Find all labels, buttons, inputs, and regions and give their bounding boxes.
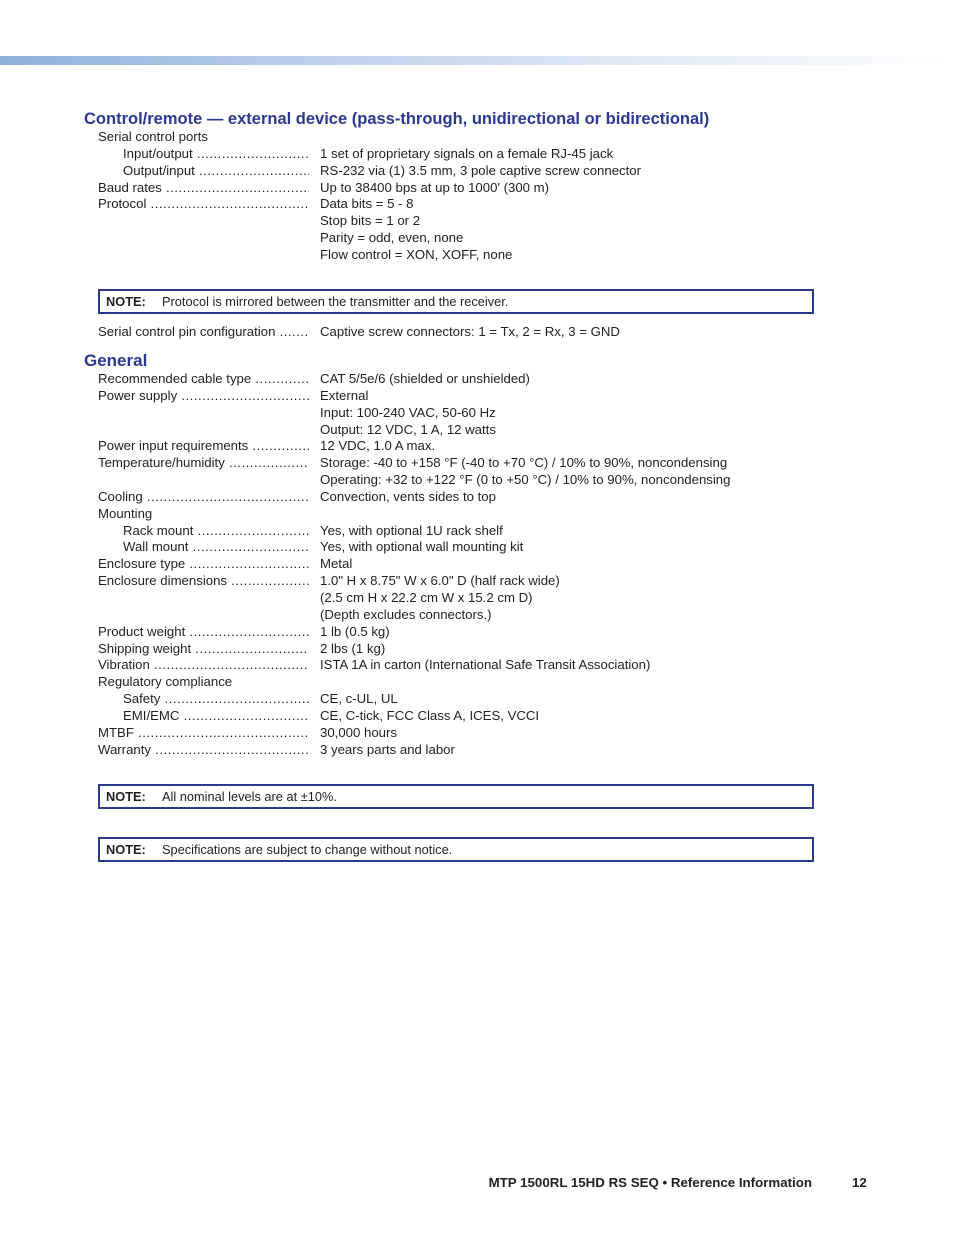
spec-row-continuation [0,405,954,422]
spec-row-mtbf [0,725,954,742]
spec-value: Yes, with optional wall mounting kit [320,539,524,555]
spec-value: Output: 12 VDC, 1 A, 12 watts [320,421,496,437]
note-text: Specifications are subject to change without notice. [162,842,453,857]
spec-label: Shipping weight ..... [98,641,309,658]
spec-value: 1 lb (0.5 kg) [320,623,390,639]
spec-row-enclosure-dimensions [0,573,954,590]
spec-row-regulatory-compliance [0,674,954,691]
spec-row-cooling [0,489,954,506]
spec-row-continuation [0,590,954,607]
spec-row-warranty [0,742,954,759]
spec-row-protocol [0,196,954,213]
spec-row-continuation [0,472,954,489]
spec-value: Yes, with optional 1U rack shelf [320,522,503,538]
spec-label: Power supply ..... [98,388,309,405]
spec-label: MTBF ..... [98,725,309,742]
spec-value: CE, c-UL, UL [320,691,398,707]
spec-row-baud-rates [0,180,954,197]
spec-value: 2 lbs (1 kg) [320,640,386,656]
spec-value: External [320,387,369,403]
spec-label: Wall mount ..... [123,539,309,556]
spec-row-rack-mount [0,523,954,540]
spec-row-power-input [0,438,954,455]
spec-row-mounting [0,506,954,523]
spec-value: (2.5 cm H x 22.2 cm W x 15.2 cm D) [320,589,533,605]
spec-row-enclosure-type [0,556,954,573]
spec-label: Temperature/humidity ..... [98,455,309,472]
spec-value: Parity = odd, even, none [320,230,464,246]
spec-label: Vibration ..... [98,657,309,674]
spec-value: 1.0" H x 8.75" W x 6.0" D (half rack wide) [320,573,560,589]
general-spec-list [0,371,954,758]
spec-value: Data bits = 5 - 8 [320,196,414,212]
spec-label: Power input requirements ..... [98,438,309,455]
page-footer [0,1173,954,1193]
note-label: NOTE: [106,789,146,804]
spec-row-serial-control-ports [0,129,954,146]
pin-config-spec [0,324,954,341]
note-text: All nominal levels are at ±10%. [162,789,337,804]
spec-value: Stop bits = 1 or 2 [320,213,421,229]
spec-value: Storage: -40 to +158 °F (-40 to +70 °C) / 10% to 90%, noncondensing [320,455,728,471]
spec-value: 3 years parts and labor [320,741,455,757]
spec-label: Warranty ..... [98,742,309,759]
spec-label: Enclosure type ..... [98,556,309,573]
spec-row-emi-emc [0,708,954,725]
control-spec-list [0,129,954,264]
spec-label: Output/input ..... [123,163,309,180]
spec-value: (Depth excludes connectors.) [320,606,492,622]
note-label: NOTE: [106,842,146,857]
spec-row-power-supply [0,388,954,405]
page-number: 12 [852,1175,867,1190]
spec-label: Serial control ports [98,129,208,144]
spec-row-output-input [0,163,954,180]
spec-value: Input: 100-240 VAC, 50-60 Hz [320,404,496,420]
spec-value: Metal [320,556,353,572]
section-title-general: General [84,351,148,370]
spec-row-wall-mount [0,539,954,556]
spec-row-continuation [0,422,954,439]
spec-row-temperature-humidity [0,455,954,472]
spec-row-continuation [0,213,954,230]
note-label: NOTE: [106,294,146,309]
spec-label: Regulatory compliance [98,674,233,690]
spec-label: Rack mount ..... [123,523,309,540]
spec-value: CE, C-tick, FCC Class A, ICES, VCCI [320,707,540,723]
spec-value: 30,000 hours [320,724,397,740]
spec-label: EMI/EMC ..... [123,708,309,725]
spec-row-product-weight [0,624,954,641]
spec-value: Captive screw connectors: 1 = Tx, 2 = Rx, 3 = GND [320,324,620,339]
footer-title: MTP 1500RL 15HD RS SEQ • Reference Information [488,1175,812,1190]
spec-label: Recommended cable type ..... [98,371,309,388]
spec-row-continuation [0,247,954,264]
spec-value: Up to 38400 bps at up to 1000' (300 m) [320,179,550,195]
spec-row-input-output [0,146,954,163]
spec-row-continuation [0,230,954,247]
spec-row-continuation [0,607,954,624]
spec-row-pin-configuration [0,324,954,341]
spec-value: Flow control = XON, XOFF, none [320,246,513,262]
note-box-protocol [98,289,814,314]
spec-label: Product weight ..... [98,624,309,641]
spec-value: Convection, vents sides to top [320,488,496,504]
spec-label: Baud rates ..... [98,180,309,197]
spec-label: Cooling ..... [98,489,309,506]
note-box-specifications-change [98,837,814,862]
header-gradient-bar [0,56,954,65]
spec-label: Mounting [98,505,153,521]
spec-row-safety [0,691,954,708]
spec-label: Safety ..... [123,691,309,708]
spec-value: Operating: +32 to +122 °F (0 to +50 °C) / 10% to 90%, noncondensing [320,472,731,488]
spec-value: RS-232 via (1) 3.5 mm, 3 pole captive screw connector [320,162,642,178]
spec-row-vibration [0,657,954,674]
spec-label: Enclosure dimensions ..... [98,573,309,590]
spec-label: Protocol ..... [98,196,309,213]
spec-value: 1 set of proprietary signals on a female RJ-45 jack [320,145,614,161]
spec-value: CAT 5/5e/6 (shielded or unshielded) [320,371,530,386]
spec-label: Serial control pin configuration ..... [98,324,309,341]
spec-value: 12 VDC, 1.0 A max. [320,438,436,454]
note-box-nominal-levels [98,784,814,809]
spec-label: Input/output ..... [123,146,309,163]
spec-row-recommended-cable [0,371,954,388]
spec-value: ISTA 1A in carton (International Safe Transit Association) [320,657,651,673]
note-text: Protocol is mirrored between the transmitter and the receiver. [162,294,509,309]
spec-row-shipping-weight [0,641,954,658]
section-title-control-remote: Control/remote — external device (pass-through, unidirectional or bidirectional) [84,110,710,128]
